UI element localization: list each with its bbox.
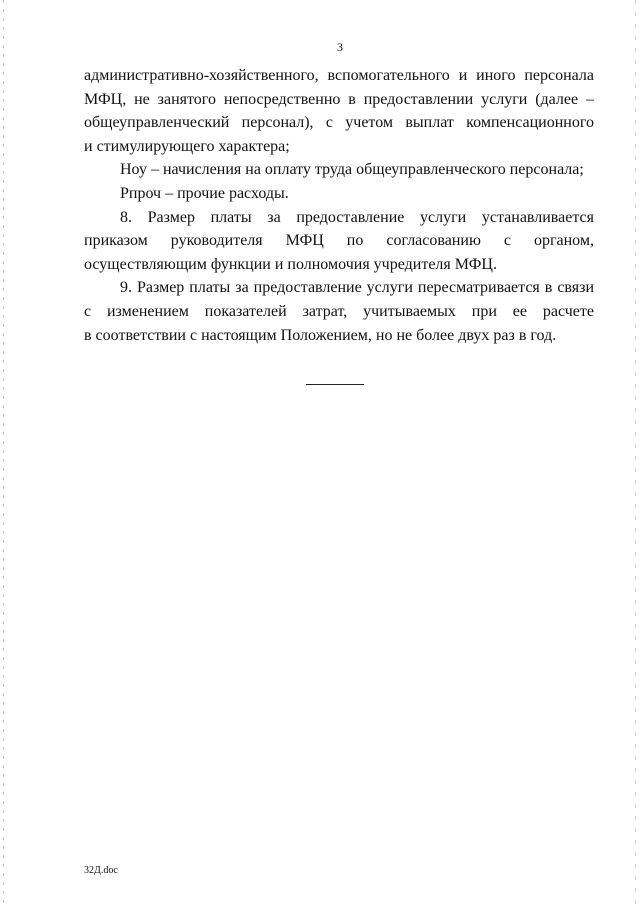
end-separator-line bbox=[306, 384, 364, 385]
scan-right-edge bbox=[635, 0, 636, 905]
scan-left-edge bbox=[3, 0, 4, 905]
page-number: 3 bbox=[337, 40, 343, 54]
text-line: административно-хозяйственного, вспомогательного и иного персонала bbox=[84, 67, 594, 84]
paragraph-8-line: 8. Размер платы за предоставление услуги устанавливается bbox=[120, 208, 594, 226]
text-line: МФЦ, не занятого непосредственно в предоставлении услуги (далее – bbox=[84, 90, 594, 108]
text-line: общеуправленческий персонал), с учетом выплат компенсационного bbox=[84, 114, 594, 132]
text-line: и стимулирующего характера; bbox=[84, 137, 290, 155]
paragraph-8-line: осуществляющим функции и полномочия учредителя МФЦ. bbox=[84, 255, 497, 273]
document-body bbox=[84, 64, 594, 347]
paragraph-9-line: 9. Размер платы за предоставление услуги пересматривается в связи bbox=[120, 279, 594, 297]
paragraph-9-line: в соответствии с настоящим Положением, но не более двух раз в год. bbox=[84, 326, 557, 344]
paragraph-9-line: с изменением показателей затрат, учитываемых при ее расчете bbox=[84, 302, 594, 320]
file-name-footer: 32Д.doc bbox=[84, 865, 118, 876]
text-line: Ноу – начисления на оплату труда общеуправленческого персонала; bbox=[120, 161, 584, 179]
paragraph-8-line: приказом руководителя МФЦ по согласованию с органом, bbox=[84, 232, 594, 250]
text-line: Рпроч – прочие расходы. bbox=[120, 184, 289, 202]
